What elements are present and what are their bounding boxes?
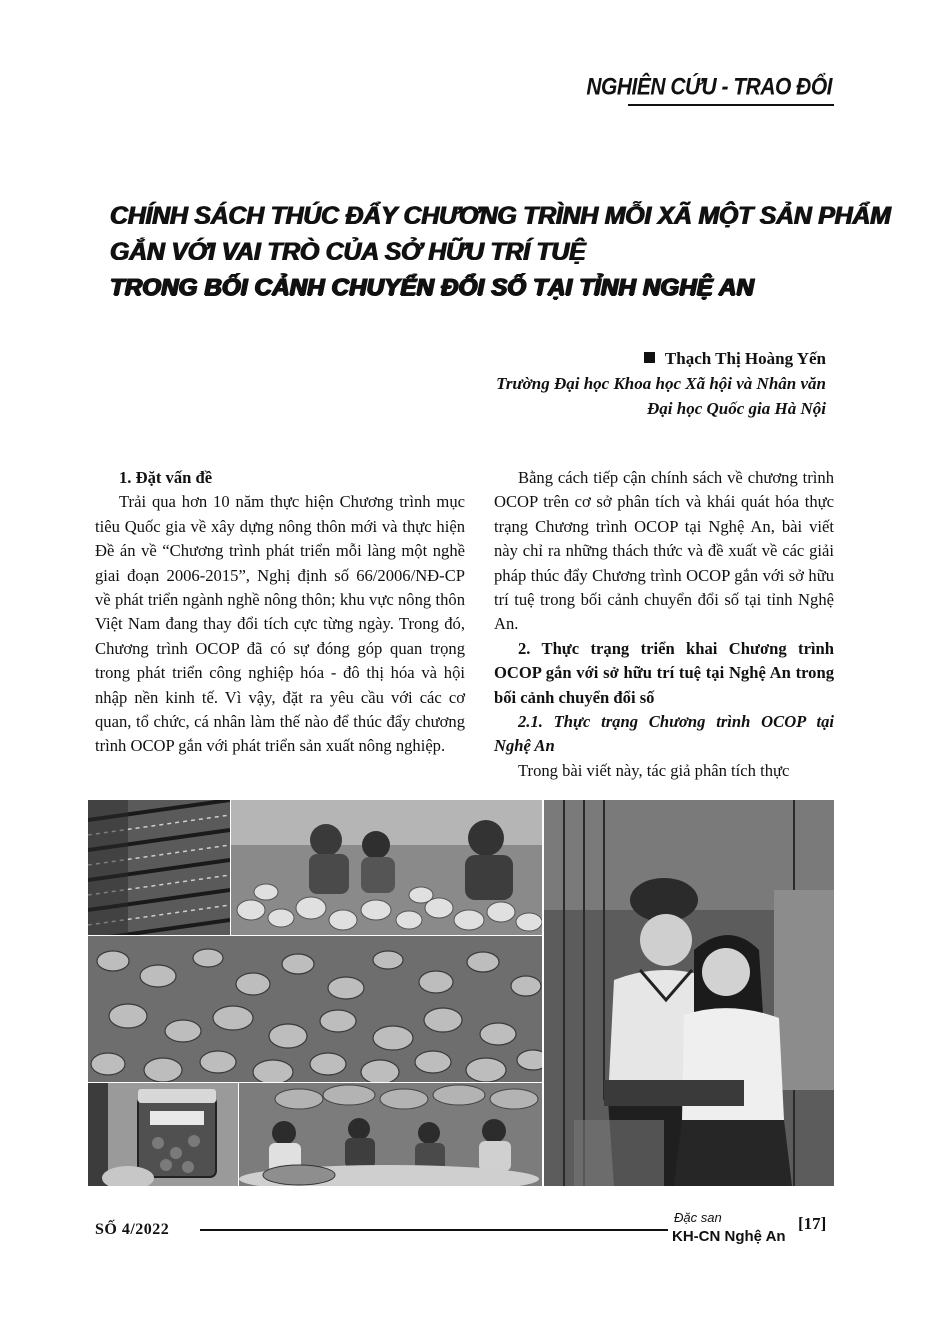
magazine-name — [672, 1208, 786, 1246]
footer-rule — [200, 1229, 668, 1231]
photo-collage — [88, 800, 834, 1186]
author-name-row — [496, 346, 826, 371]
body-column-left — [95, 466, 465, 759]
issue-number: SỐ 4/2022 — [95, 1221, 170, 1238]
author-name: Thạch Thị Hoàng Yến — [664, 349, 826, 368]
section-tag: NGHIÊN CỨU - TRAO ĐỔI — [586, 74, 832, 101]
subsection-heading-2-1: 2.1. Thực trạng Chương trình OCOP tại Nghệ An — [494, 712, 834, 756]
photo-weaving — [544, 800, 834, 1186]
photo-product-jar — [88, 1083, 238, 1186]
section-heading-1: 1. Đặt vấn đề — [119, 468, 213, 487]
section-tag-rule — [628, 104, 834, 106]
section-heading-2: 2. Thực trạng triển khai Chương trình OCOP gắn với sở hữu trí tuệ tại Nghệ An trong bối cảnh chuyển đổi số — [494, 638, 834, 707]
article-title — [110, 198, 891, 306]
square-bullet-icon — [644, 352, 655, 363]
magazine-name-small: Đặc san — [674, 1210, 722, 1225]
affiliation-line-2: Đại học Quốc gia Hà Nội — [647, 399, 826, 418]
affiliation-line-1: Trường Đại học Khoa học Xã hội và Nhân văn — [496, 374, 826, 393]
page-number: [17] — [798, 1214, 827, 1233]
photo-workers-sorting — [239, 1083, 542, 1186]
title-line-3: TRONG BỐI CẢNH CHUYỂN ĐỔI SỐ TẠI TỈNH NGHỆ AN — [110, 274, 755, 301]
title-line-2: GẮN VỚI VAI TRÒ CỦA SỞ HỮU TRÍ TUỆ — [110, 238, 586, 266]
photo-nuts-drying — [88, 936, 542, 1082]
approach-paragraph: Bằng cách tiếp cận chính sách về chương trình OCOP trên cơ sở phân tích và khái quát hóa thực trạng Chương trình OCOP tại Nghệ An, bài viết này chỉ ra những thách thức và đề xuất về các giải pháp thúc đẩy Chương trình OCOP gắn với sở hữu trí tuệ trong bối cảnh chuyển đổi số tại tỉnh Nghệ An. — [494, 468, 834, 634]
analysis-paragraph: Trong bài viết này, tác giả phân tích thực — [518, 760, 790, 780]
photo-fruit-harvest — [231, 800, 542, 935]
intro-paragraph: Trải qua hơn 10 năm thực hiện Chương trình mục tiêu Quốc gia về xây dựng nông thôn mới và thực hiện Đề án về “Chương trình phát triển mỗi làng một nghề giai đoạn 2006-2015”, Nghị định số 66/2006/NĐ-CP về phát triển ngành nghề nông thôn; khu vực nông thôn Việt Nam đang thay đổi tích cực từng ngày. Trong đó, Chương trình OCOP đã có sự đóng góp quan trọng trong phát triển công nghiệp hóa - đô thị hóa và hội nhập nền kinh tế. Vì vậy, đặt ra yêu cầu với các cơ quan, tổ chức, cá nhân làm thế nào để thúc đẩy chương trình OCOP gắn với phát triển sản xuất nông nghiệp. — [95, 492, 465, 756]
title-line-1: CHÍNH SÁCH THÚC ĐẨY CHƯƠNG TRÌNH MỖI XÃ MỘT SẢN PHẨM — [110, 202, 891, 230]
magazine-name-main: KH-CN Nghệ An — [672, 1228, 786, 1245]
body-column-right — [494, 466, 834, 783]
photo-textile — [88, 800, 230, 935]
author-block — [496, 346, 826, 421]
